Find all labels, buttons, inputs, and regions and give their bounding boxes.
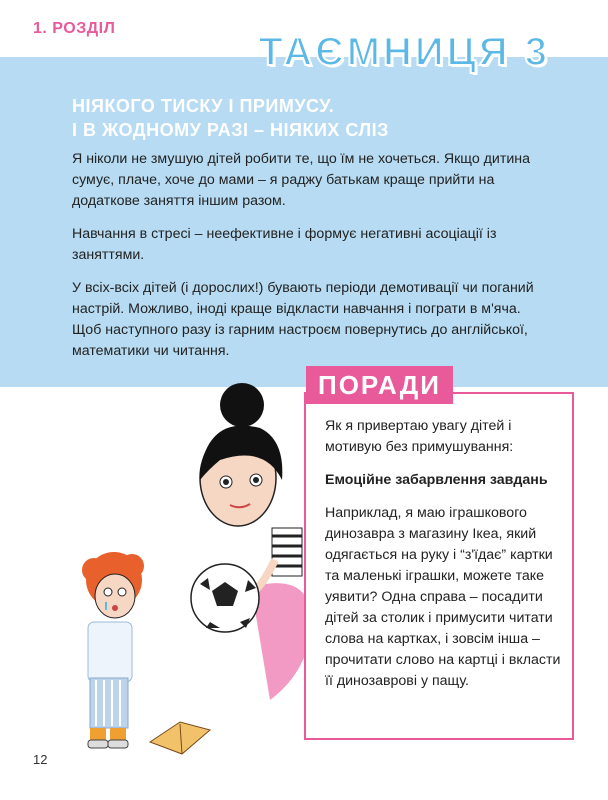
paragraph: Навчання в стресі – неефективне і формує негативні асоціації із заняттями.	[72, 226, 497, 263]
paragraph: У всіх-всіх дітей (і дорослих!) бувають періоди демотивації чи поганий настрій. Можливо, іноді краще відкласти навчання і пограти в м'яча. Щоб наступного разу із гарним настроєм повернутись до англійської, математики чи читання.	[72, 280, 534, 359]
tips-text: Наприклад, я маю іграшкового динозавра з магазину Ікеа, який одягається на руку і “з'їдає” картки та маленькі іграшки, можете таке уявити? Одна справа – посадити дітей за столик і примусити читати слова на картках, і зовсім інша – прочитати слово на картці і вкласти її динозаврові у пащу.	[325, 505, 561, 689]
tips-title: ПОРАДИ	[306, 366, 453, 404]
chapter-label: 1. РОЗДІЛ	[33, 20, 116, 37]
children-illustration	[60, 370, 310, 770]
tips-content	[325, 416, 563, 704]
page-title: ТАЄМНИЦЯ 3	[258, 30, 550, 74]
subtitle	[72, 94, 552, 142]
subtitle-line: НІЯКОГО ТИСКУ І ПРИМУСУ.	[72, 96, 335, 116]
subtitle-line: І В ЖОДНОМУ РАЗІ – НІЯКИХ СЛІЗ	[72, 120, 389, 140]
page-number: 12	[33, 752, 48, 767]
tips-heading: Емоційне забарвлення завдань	[325, 472, 548, 488]
paragraph: Я ніколи не змушую дітей робити те, що їм не хочеться. Якщо дитина сумує, плаче, хоче до мами – я раджу батькам краще прийти на додаткове заняття іншим разом.	[72, 151, 531, 209]
body-text	[72, 149, 542, 374]
tips-intro: Як я привертаю увагу дітей і мотивую без примушування:	[325, 418, 514, 455]
